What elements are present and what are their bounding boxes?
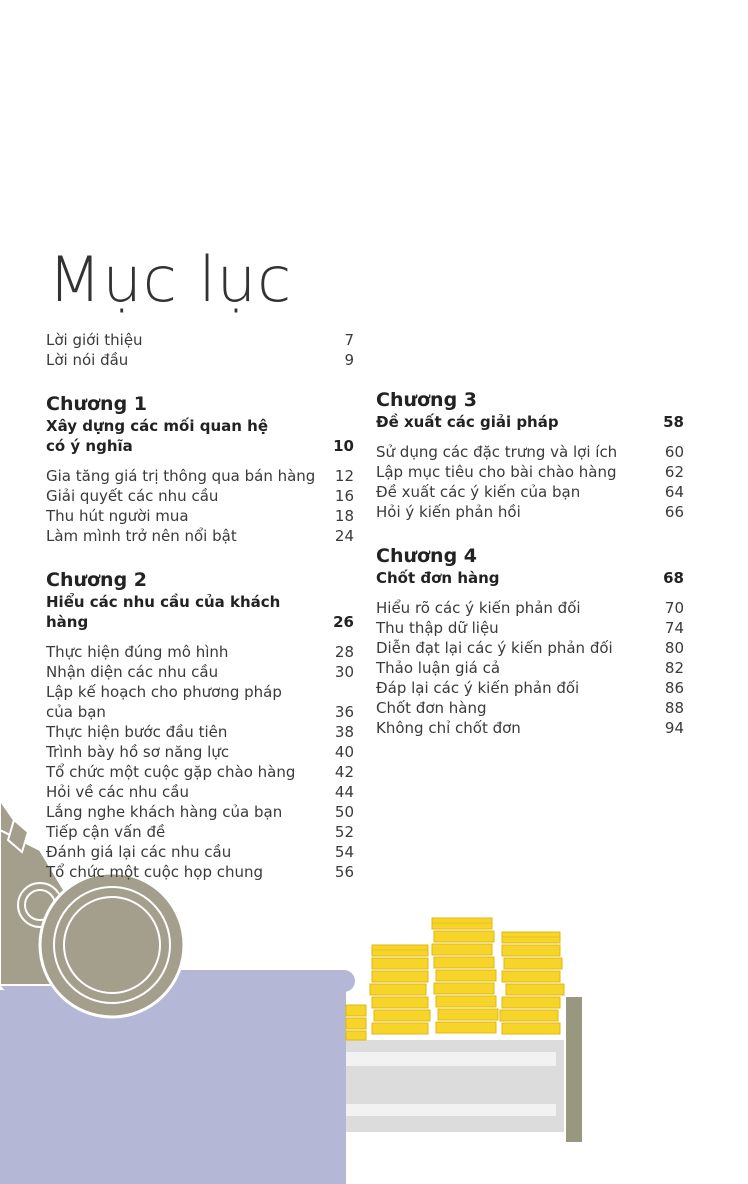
toc-entry[interactable] [376,598,684,618]
chapter-4 [376,544,684,738]
chapter-3 [376,388,684,522]
coin-stacks [346,918,564,1040]
chapter-subtitle-row[interactable] [376,568,684,588]
toc-entry-label: Hỏi ý kiến phản hồi [376,503,521,521]
toc-entry-page: 40 [334,743,354,761]
toc-entry[interactable] [46,330,354,350]
toc-entry-label: Diễn đạt lại các ý kiến phản đối [376,639,613,657]
toc-entry[interactable] [46,466,354,486]
toc-entry-label: Thu hút người mua [46,507,189,525]
toc-entry[interactable] [46,842,354,862]
toc-entry-label: Lời giới thiệu [46,331,143,349]
toc-entry[interactable] [46,802,354,822]
toc-entry-page: 30 [334,663,354,681]
chapter-subtitle: Hiểu các nhu cầu của khách hàng [46,593,281,631]
toc-entry-label: Lập kế hoạch cho phương pháp của bạn [46,683,282,721]
toc-entry-page: 24 [334,527,354,545]
toc-entry[interactable] [46,662,354,682]
toc-entry-label: Chốt đơn hàng [376,699,487,717]
toc-entry[interactable] [376,698,684,718]
toc-entry-page: 52 [334,823,354,841]
toc-entry-page: 18 [334,507,354,525]
toc-entry-page: 12 [334,467,354,485]
toc-entry[interactable] [376,442,684,462]
chapter-page: 68 [663,569,684,587]
toc-entry[interactable] [376,482,684,502]
chapter-page: 58 [663,413,684,431]
toc-entry-page: 88 [664,699,684,717]
toc-entry-label: Đáp lại các ý kiến phản đối [376,679,580,697]
toc-entry[interactable] [46,862,354,882]
toc-entry[interactable] [46,642,354,662]
toc-entry[interactable] [376,502,684,522]
toc-entry-page: 36 [334,703,354,721]
toc-entry[interactable] [46,682,354,722]
toc-entry-label: Đề xuất các ý kiến của bạn [376,483,581,501]
chapter-subtitle: Đề xuất các giải pháp [376,413,559,431]
toc-entry[interactable] [376,718,684,738]
chapter-heading: Chương 2 [46,569,148,591]
chapter-subtitle-row[interactable] [376,412,684,432]
chapter-heading: Chương 1 [46,393,148,415]
toc-entry-label: Giải quyết các nhu cầu [46,487,219,505]
machine-wheel-shape [40,873,184,1017]
toc-entry-page: 28 [334,643,354,661]
toc-entry-label: Sử dụng các đặc trưng và lợi ích [376,443,618,461]
toc-entry-label: Không chỉ chốt đơn [376,719,521,737]
toc-entry-label: Tiếp cận vấn đề [46,823,166,841]
toc-entry-page: 44 [334,783,354,801]
chapter-heading: Chương 3 [376,389,478,411]
chapter-page: 10 [333,437,354,455]
toc-entry-label: Thảo luận giá cả [376,659,501,677]
chapter-subtitle: Chốt đơn hàng [376,569,500,587]
desk-shape [0,990,346,1184]
chapter-page: 26 [333,613,354,631]
toc-entry-page: 74 [664,619,684,637]
toc-entry-page: 60 [664,443,684,461]
toc-entry-label: Tổ chức một cuộc gặp chào hàng [46,763,296,781]
toc-entry-page: 80 [664,639,684,657]
toc-entry-page: 82 [664,659,684,677]
toc-entry-label: Hiểu rõ các ý kiến phản đối [376,599,581,617]
chapter-1 [46,392,354,546]
toc-entry[interactable] [46,782,354,802]
toc-entry[interactable] [376,678,684,698]
toc-entry[interactable] [376,638,684,658]
toc-entry[interactable] [46,742,354,762]
toc-entry-label: Làm mình trở nên nổi bật [46,527,237,545]
toc-entry[interactable] [46,506,354,526]
toc-entry-label: Thực hiện bước đầu tiên [46,723,228,741]
page-title: Mục lục [48,243,293,316]
toc-entry-page: 50 [334,803,354,821]
toc-left-column [46,330,354,882]
chapter-subtitle-row[interactable] [46,592,354,632]
toc-entry[interactable] [376,658,684,678]
toc-entry-label: Thực hiện đúng mô hình [46,643,229,661]
toc-entry-label: Trình bày hồ sơ năng lực [46,743,230,761]
chapter-subtitle: Xây dựng các mối quan hệ có ý nghĩa [46,417,268,455]
toc-entry[interactable] [376,618,684,638]
toc-entry-page: 62 [664,463,684,481]
toc-entry-label: Đánh giá lại các nhu cầu [46,843,232,861]
toc-entry-page: 94 [664,719,684,737]
toc-entry-page: 42 [334,763,354,781]
toc-entry-page: 54 [334,843,354,861]
toc-entry-page: 38 [334,723,354,741]
chapter-subtitle-row[interactable] [46,416,354,456]
toc-entry[interactable] [46,822,354,842]
toc-entry-page: 16 [334,487,354,505]
toc-entry[interactable] [46,722,354,742]
toc-entry-page: 64 [664,483,684,501]
toc-entry-page: 70 [664,599,684,617]
toc-entry[interactable] [46,762,354,782]
toc-entry-label: Nhận diện các nhu cầu [46,663,219,681]
toc-entry[interactable] [376,462,684,482]
toc-entry-label: Lời nói đầu [46,351,129,369]
toc-entry-page: 7 [344,331,354,349]
toc-right-column [376,388,684,738]
toc-entry-page: 66 [664,503,684,521]
chapter-2 [46,568,354,882]
toc-entry[interactable] [46,526,354,546]
toc-entry-page: 56 [334,863,354,881]
toc-entry-label: Tổ chức một cuộc họp chung [46,863,264,881]
post-shape [566,997,582,1142]
toc-entry-page: 86 [664,679,684,697]
toc-entry-label: Lắng nghe khách hàng của bạn [46,803,283,821]
toc-entry-label: Lập mục tiêu cho bài chào hàng [376,463,617,481]
toc-entry[interactable] [46,486,354,506]
toc-entry-label: Thu thập dữ liệu [376,619,499,637]
toc-entry-page: 9 [344,351,354,369]
toc-entry[interactable] [46,350,354,370]
toc-entry-label: Gia tăng giá trị thông qua bán hàng [46,467,316,485]
chapter-heading: Chương 4 [376,545,478,567]
toc-entry-label: Hỏi về các nhu cầu [46,783,189,801]
